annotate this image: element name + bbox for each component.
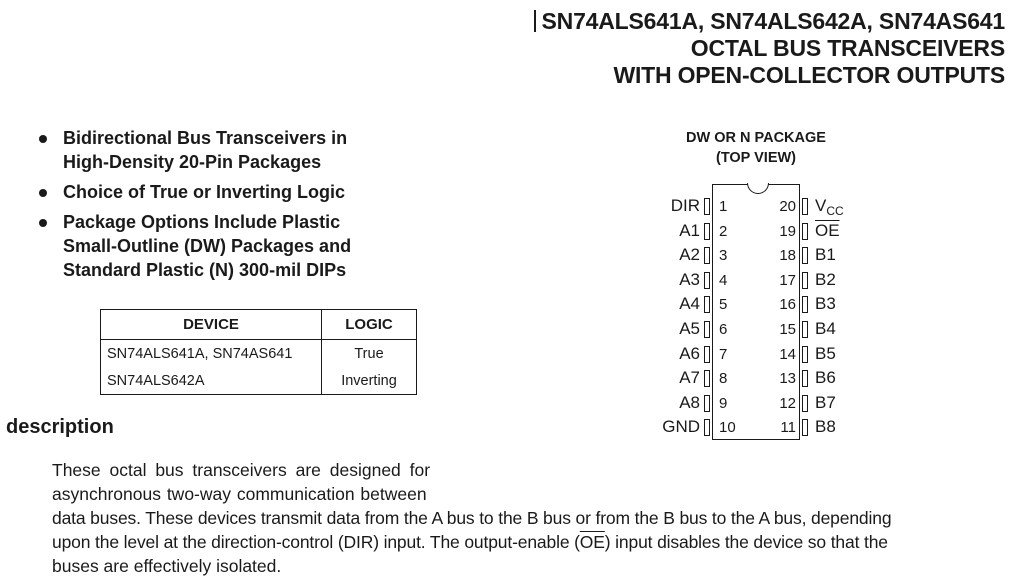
pin-number: 11 bbox=[780, 419, 796, 437]
pin-number: 14 bbox=[779, 345, 796, 363]
pin-number: 18 bbox=[779, 247, 796, 265]
table-cell-device: SN74ALS641A, SN74AS641 bbox=[101, 340, 322, 368]
pin-number: 9 bbox=[719, 394, 728, 412]
pin-lead bbox=[802, 419, 808, 436]
pin-label: B7 bbox=[815, 392, 836, 412]
pin-label: A2 bbox=[679, 245, 700, 265]
pin-label: GND bbox=[662, 417, 700, 437]
document-header bbox=[534, 8, 1005, 89]
pin-lead bbox=[704, 395, 710, 412]
pin-label: A7 bbox=[679, 368, 700, 388]
pin-label: DIR bbox=[670, 196, 700, 215]
feature-list bbox=[36, 126, 436, 288]
pin-lead bbox=[802, 198, 808, 215]
pin-label: B8 bbox=[815, 417, 836, 437]
table-row bbox=[101, 340, 417, 368]
pin-lead bbox=[802, 395, 808, 412]
pin-number: 16 bbox=[779, 296, 796, 314]
pin-lead bbox=[802, 346, 808, 363]
pin-label: A5 bbox=[679, 319, 700, 338]
oe-overline-text: $\overline{OE}$ bbox=[579, 532, 605, 552]
pin-lead bbox=[704, 346, 710, 363]
pin-label: A6 bbox=[679, 343, 700, 363]
pin-number: 20 bbox=[779, 198, 796, 215]
pin-label: B1 bbox=[815, 245, 836, 265]
pin-label: A4 bbox=[679, 294, 700, 314]
pin-number: 4 bbox=[719, 271, 728, 289]
column-header-logic: LOGIC bbox=[322, 310, 417, 340]
pin-lead bbox=[802, 223, 808, 240]
bullet-icon bbox=[39, 135, 47, 143]
pin-number: 13 bbox=[779, 370, 796, 388]
pin-number: 15 bbox=[779, 321, 796, 338]
feature-item: Bidirectional Bus Transceivers in High-Density 20-Pin Packages bbox=[36, 126, 436, 174]
column-header-device: DEVICE bbox=[101, 310, 322, 340]
device-logic-table bbox=[100, 309, 417, 395]
description-line: asynchronous two-way communication between bbox=[52, 484, 427, 504]
pin-number: 7 bbox=[719, 345, 728, 363]
description-line: upon the level at the direction-control (DIR) input. The output-enable $(\overline{OE})$ input disables the device so that the bbox=[52, 532, 888, 552]
revision-bar bbox=[534, 10, 536, 32]
pin-label: A8 bbox=[679, 392, 700, 412]
pin-number: 2 bbox=[719, 222, 728, 240]
pin-lead bbox=[704, 419, 710, 436]
feature-item: Package Options Include Plastic Small-Outline (DW) Packages and Standard Plastic (N) 300-mil DIPs bbox=[36, 210, 436, 282]
pin-number: 5 bbox=[719, 296, 728, 314]
pin-label: B3 bbox=[815, 294, 836, 314]
pin-number: 17 bbox=[779, 271, 796, 289]
table-cell-logic: True bbox=[322, 340, 417, 368]
description-line: data buses. These devices transmit data from the A bus to the B bus or from the B bus to the A bus, depending bbox=[52, 508, 892, 528]
table-cell-logic: Inverting bbox=[322, 367, 417, 395]
pin-label: A3 bbox=[679, 269, 700, 289]
pin-lead bbox=[704, 370, 710, 387]
pin-label: B6 bbox=[815, 368, 836, 388]
pin-lead bbox=[704, 223, 710, 240]
pin-number: 3 bbox=[719, 247, 728, 265]
pin-number: 10 bbox=[719, 419, 736, 437]
header-subtitle: WITH OPEN-COLLECTOR OUTPUTS bbox=[613, 62, 1005, 88]
description-line: These octal bus transceivers are designed for bbox=[52, 460, 431, 480]
header-part-numbers: SN74ALS641A, SN74ALS642A, SN74AS641 bbox=[534, 8, 1005, 35]
pin-label: B5 bbox=[815, 343, 836, 363]
pin-number: 1 bbox=[719, 198, 728, 215]
pin-lead bbox=[802, 370, 808, 387]
bullet-icon bbox=[39, 189, 47, 197]
pin-label: B2 bbox=[815, 269, 836, 289]
pin-label: B4 bbox=[815, 319, 836, 338]
pin-lead bbox=[704, 247, 710, 264]
pin-lead bbox=[802, 247, 808, 264]
bullet-icon bbox=[39, 219, 47, 227]
table-header-row bbox=[101, 310, 417, 340]
section-heading-description: description bbox=[6, 416, 114, 438]
pin-label: $V_{CC}$ bbox=[815, 196, 844, 218]
table-row bbox=[101, 367, 417, 395]
pin-lead bbox=[802, 272, 808, 289]
pin-lead bbox=[802, 296, 808, 313]
pin-number: 8 bbox=[719, 370, 728, 388]
pin-label: A1 bbox=[679, 220, 700, 240]
pin-lead bbox=[802, 321, 808, 338]
description-line: buses are effectively isolated. bbox=[52, 556, 282, 576]
feature-item: Choice of True or Inverting Logic bbox=[36, 180, 436, 204]
pin-number: 12 bbox=[779, 394, 796, 412]
package-title: DW OR N PACKAGE (TOP VIEW) bbox=[686, 130, 826, 166]
pin-lead bbox=[704, 198, 710, 215]
pin-lead bbox=[704, 321, 710, 338]
pin-lead bbox=[704, 296, 710, 313]
header-title: OCTAL BUS TRANSCEIVERS bbox=[690, 35, 1005, 61]
table-cell-device: SN74ALS642A bbox=[101, 367, 322, 395]
pin-lead bbox=[704, 272, 710, 289]
pin-label: $\overline{OE}$ bbox=[815, 220, 840, 240]
pin-number: 6 bbox=[719, 321, 728, 338]
pin1-notch-icon bbox=[747, 183, 769, 194]
pin-number: 19 bbox=[779, 222, 796, 240]
